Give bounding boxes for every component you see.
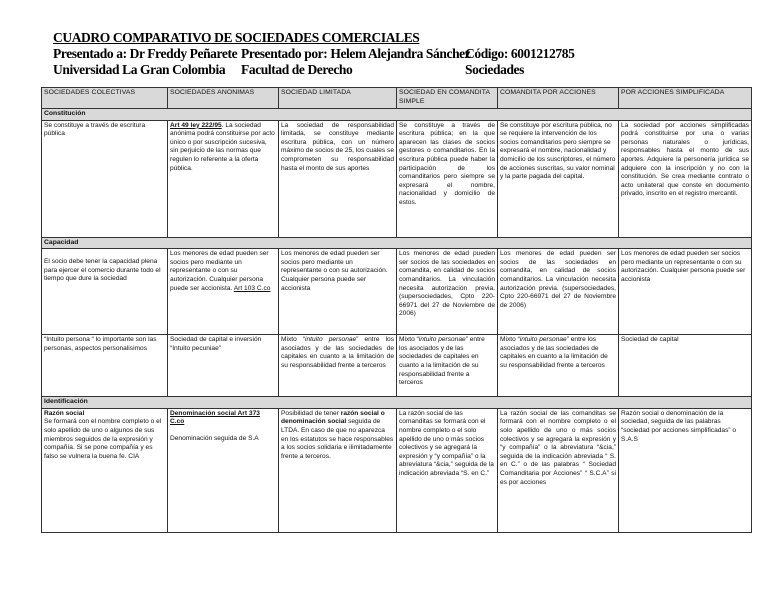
cell-text: intuito personae — [519, 336, 567, 344]
document-title: CUADRO COMPARATIVO DE SOCIEDADES COMERCIALES — [53, 30, 420, 45]
table-cell — [397, 335, 498, 397]
table-cell: La sociedad de responsabilidad limitada, se constituye mediante escritura pública, con un número máximo de socios de 25, los cuales se comprometen su responsabilidad hasta el monto de sus aportes — [279, 120, 397, 237]
subject-name: Sociedades — [465, 62, 525, 77]
section-row — [42, 109, 752, 121]
table-cell: La sociedad por acciones simplificadas podrá constituirse por una o varias personas naturales o jurídicas, responsables hasta el monto de sus aportes. Adquiere la personería jurídica se adquiere con la inscripción y no con la constitución. Se crea mediante contrato o acto unilateral que conste en documento privado, inscrito en el registro mercantil. — [619, 120, 752, 237]
section-row — [42, 237, 752, 249]
column-header: SOCIEDAD EN COMANDITA SIMPLE — [397, 88, 498, 109]
cell-text: ” entre los asociados y de las sociedades de capitales en cuanto a la limitación de su responsabilidad frente a terceros — [399, 336, 485, 387]
table-row — [42, 249, 752, 335]
table-cell: Se constituye por escritura pública, no se requiere la intervención de los socios comanditarios pero siempre se expresará el nombre, nacionalidad y domicilio de los suscriptores, el número de acciones suscritas, su valor nominal y la parte pagada del capital. — [498, 120, 619, 237]
cell-title: Denominación social Art 373 C.co — [170, 409, 260, 426]
column-header: POR ACCIONES SIMPLIFICADA — [619, 88, 752, 109]
table-cell: Razón social o denominación de la sociedad, seguida de las palabras “sociedad por acciones simplificadas” o S.A.S — [619, 408, 752, 532]
cell-text: intuito personae — [418, 336, 466, 344]
section-constitucion: Constitución — [42, 109, 752, 121]
column-header: COMANDITA POR ACCIONES — [498, 88, 619, 109]
cell-text: seguida de LTDA. En caso de que no aparezca en los estatutos se hace responsables a los socios solidaria e ilimitadamente frente a terceros. — [281, 418, 394, 460]
cell-text: Los menores de edad pueden ser socios pero mediante un representante o con su autorización. Cualquier persona puede ser accionista. — [170, 250, 269, 292]
section-capacidad: Capacidad — [42, 237, 752, 249]
cell-text: . La sociedad anónima podrá constituirse por acto único o por suscripción sucesiva, sin perjuicio de las normas que regulen lo referente a la oferta pública. — [170, 121, 275, 172]
table-cell — [498, 335, 619, 397]
section-row — [42, 397, 752, 409]
table-cell: Los menores de edad pueden ser socios pero mediante un representante o con su autorización. Cualquier persona puede ser accionista — [619, 249, 752, 335]
cell-text: Posibilidad de tener — [281, 409, 341, 417]
cell-text: intuito personae — [305, 336, 357, 344]
table-cell: Los menores de edad pueden ser socios de las sociedades en comandita, en calidad de socios comanditarios. La vinculación necesita autorización previa. (supersociedades, Cpto 220-66971 del 27 de Noviembre de 2006) — [498, 249, 619, 335]
table-cell — [168, 408, 279, 532]
table-cell — [168, 120, 279, 237]
table-cell: El socio debe tener la capacidad plena para ejercer el comercio durante todo el tiempo que dure la sociedad — [42, 249, 168, 335]
column-header: SOCIEDAD LIMITADA — [279, 88, 397, 109]
cell-text: Se formará con el nombre completo o el solo apellido de uno o algunos de sus miembros seguidos de la expresión y compañía. Si se pone compañía y es falso se vulnera la buena fe. CIA — [44, 418, 162, 460]
cell-text: Mixto “ — [500, 336, 520, 344]
table-cell: Los menores de edad pueden ser socios pero mediante un representante o con su autorización. Cualquier persona puede ser accionista — [279, 249, 397, 335]
table-cell — [279, 408, 397, 532]
table-cell: La razón social de las comanditas se formará con el nombre completo o el solo apellido de uno o más socios colectivos y se agregará la expresión y “y compañía” o la abreviatura “&cia,” seguida de la indicación abreviada “S. en C.” — [397, 408, 498, 532]
cell-text: razón social o denominación social — [281, 409, 385, 426]
cell-text: ” entre los asociados y de las sociedades de capitales en cuanto a la limitación de su responsabilidad frente a terceros — [500, 336, 608, 369]
section-identificacion: Identificación — [42, 397, 752, 409]
table-row — [42, 335, 752, 397]
table-cell — [279, 335, 397, 397]
table-cell: La razón social de las comanditas se formará con el nombre completo o el solo apellido de uno o más socios colectivos y se agregará la expresión y “y compañía” o la abreviatura “&cia,” seguida de la indicación abreviada “ S. en C.” o de las palabras “ Sociedad Comanditaria por Acciones” “ S.C.A” si es por acciones — [498, 408, 619, 532]
table-row — [42, 408, 752, 532]
table-cell: Sociedad de capital — [619, 335, 752, 397]
table-cell — [42, 408, 168, 532]
legal-reference: Art 49 ley 222/95 — [170, 121, 222, 129]
student-code: Código: 6001212785 — [465, 46, 575, 61]
cell-text: ” entre los asociados y de las sociedades de capitales en cuanto a la limitación de su responsabilidad frente a terceros — [281, 336, 394, 369]
table-cell: Sociedad de capital e inversión “Intuito pecuniae” — [168, 335, 279, 397]
table-cell: Los menores de edad pueden ser socios de las sociedades en comandita, en calidad de socios comanditarios. La vinculación necesita autorización previa. (supersociedades, Cpto 220-66971 del 27 de Noviembre de 2006) — [397, 249, 498, 335]
table-header-row — [42, 88, 752, 109]
faculty-name: Facultad de Derecho — [241, 62, 353, 77]
comparison-table — [41, 87, 752, 533]
legal-reference: Art 103 C.co — [233, 284, 271, 292]
column-header: SOCIEDADES COLECTIVAS — [42, 88, 168, 109]
presented-to: Presentado a: Dr Freddy Peñarete — [53, 46, 238, 61]
cell-text: Mixto “ — [399, 336, 419, 344]
column-header: SOCIEDADES ANONIMAS — [168, 88, 279, 109]
table-cell: Se constituye a través de escritura pública — [42, 120, 168, 237]
table-cell — [168, 249, 279, 335]
table-row — [42, 120, 752, 237]
cell-text: Mixto “ — [281, 336, 306, 344]
cell-title: Razón social — [44, 409, 85, 417]
table-cell: Se constituye a través de escritura pública; en la que aparecen las clases de socios gestores o comanditarios. En la escritura pública puede haber la participación de los comanditarios pero siempre se expresará el nombre, nacionalidad y domicilio de estos. — [397, 120, 498, 237]
document-header — [53, 30, 753, 78]
table-cell: “Intuito persona “ lo importante son las personas, aspectos personalisimos — [42, 335, 168, 397]
university-name: Universidad La Gran Colombia — [53, 62, 226, 77]
cell-text: Denominación seguida de S.A — [170, 434, 259, 442]
presented-by: Presentado por: Helem Alejandra Sánchez — [241, 46, 471, 61]
